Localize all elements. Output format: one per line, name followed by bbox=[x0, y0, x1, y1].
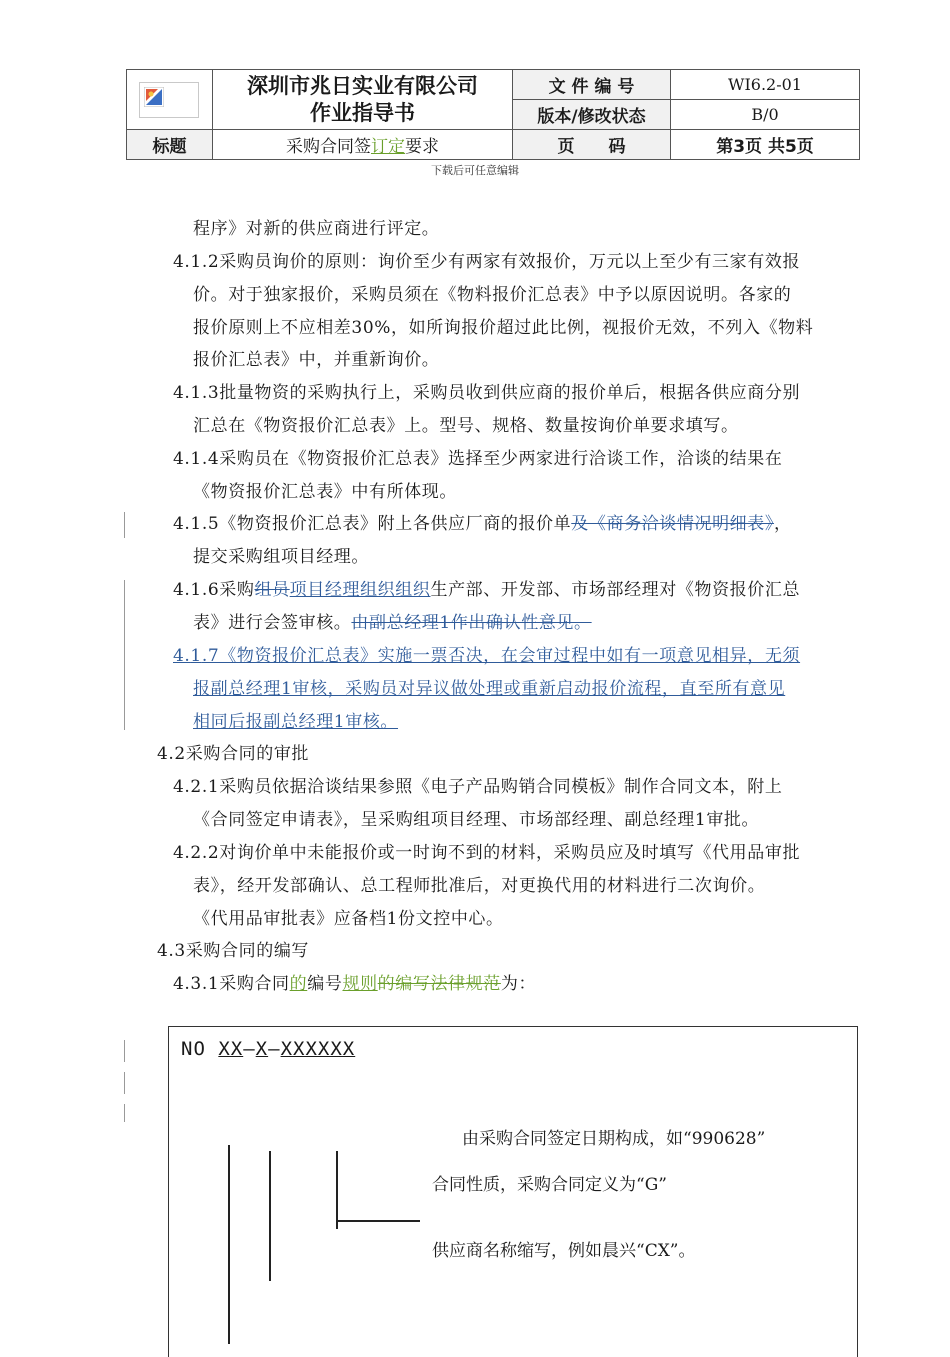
document-type: 作业指导书 bbox=[310, 100, 415, 125]
body-line bbox=[193, 218, 439, 240]
change-bar bbox=[124, 1040, 125, 1062]
change-bar bbox=[124, 1104, 125, 1122]
page-value: 第3页 共5页 bbox=[671, 130, 860, 160]
note-date: 由采购合同签定日期构成，如“990628” bbox=[462, 1129, 766, 1149]
company-cell bbox=[213, 70, 513, 130]
contract-number-format bbox=[181, 1038, 355, 1060]
body-text: 4.1.2采购员询价的原则：询价至少有两家有效报价，万元以上至少有三家有效报 bbox=[173, 252, 801, 272]
logo-icon bbox=[144, 87, 164, 107]
tracked-change-text: 规则 bbox=[342, 974, 378, 994]
version-label: 版本/修改状态 bbox=[513, 100, 671, 130]
body-text: 4.1.4采购员在《物资报价汇总表》选择至少两家进行洽谈工作，洽谈的结果在 bbox=[173, 449, 783, 469]
version-value: B/0 bbox=[671, 100, 860, 130]
company-logo bbox=[139, 82, 199, 118]
body-text: 4.2采购合同的审批 bbox=[157, 744, 310, 764]
change-bar bbox=[124, 1072, 125, 1094]
body-text: 表》，经开发部确认、总工程师批准后，对更换代用的材料进行二次询价。 bbox=[193, 876, 766, 896]
body-text: 提交采购组项目经理。 bbox=[193, 547, 369, 567]
tracked-change-text: 的 bbox=[289, 974, 308, 994]
body-line bbox=[193, 317, 813, 339]
code-date: XXXXXX bbox=[280, 1038, 356, 1060]
company-name: 深圳市兆日实业有限公司 bbox=[247, 73, 478, 98]
body-text: ， bbox=[773, 514, 792, 534]
connector-supplier bbox=[228, 1145, 230, 1344]
body-line bbox=[173, 579, 800, 601]
body-text: 《代用品审批表》应备档1份文控中心。 bbox=[193, 909, 504, 929]
body-line bbox=[173, 973, 536, 995]
note-type: 合同性质，采购合同定义为“G” bbox=[432, 1175, 667, 1195]
body-text: 报价汇总表》中，并重新询价。 bbox=[193, 350, 440, 370]
code-supplier: XX bbox=[218, 1038, 244, 1060]
body-text: 4.2.2对询价单中未能报价或一时询不到的材料，采购员应及时填写《代用品审批 bbox=[173, 843, 801, 863]
tracked-change-text: 相同后报副总经理1审核。 bbox=[193, 712, 399, 732]
title-text-b: 订定 bbox=[371, 137, 405, 157]
body-line bbox=[173, 513, 792, 535]
page-label: 页 码 bbox=[513, 130, 671, 160]
body-line bbox=[173, 842, 800, 864]
title-text-c: 要求 bbox=[405, 137, 439, 157]
body-line bbox=[193, 678, 785, 700]
body-text: 报价原则上不应相差30%，如所询报价超过此比例，视报价无效，不列入《物料 bbox=[193, 318, 814, 338]
tracked-change-text: 1 bbox=[190, 646, 202, 666]
code-dash: — bbox=[268, 1038, 281, 1060]
body-line bbox=[193, 284, 791, 306]
connector-date bbox=[336, 1151, 338, 1229]
body-text: 汇总在《物资报价汇总表》上。型号、规格、数量按询价单要求填写。 bbox=[193, 416, 739, 436]
body-text: 《合同签定申请表》，呈采购组项目经理、市场部经理、副总经理1审批。 bbox=[193, 810, 760, 830]
doc-no-label: 文 件 编 号 bbox=[513, 70, 671, 100]
body-text: 4.2.1采购员依据洽谈结果参照《电子产品购销合同模板》制作合同文本，附上 bbox=[173, 777, 783, 797]
body-text: 编号 bbox=[307, 974, 343, 994]
change-bar bbox=[124, 512, 125, 538]
tracked-change-text: 项目经理组织组织 bbox=[289, 580, 431, 600]
tracked-change-text: 报副总经理1审核，采购员对异议做处理或重新启动报价流程，直至所有意见 bbox=[193, 679, 786, 699]
body-line bbox=[173, 251, 800, 273]
header-table bbox=[126, 69, 860, 160]
body-line bbox=[193, 349, 439, 371]
logo-cell bbox=[127, 70, 213, 130]
body-line bbox=[193, 711, 398, 733]
body-line bbox=[193, 546, 369, 568]
code-prefix: NO bbox=[181, 1038, 219, 1060]
body-text: 价。对于独家报价，采购员须在《物料报价汇总表》中予以原因说明。各家的 bbox=[193, 285, 792, 305]
body-text: 《物资报价汇总表》中有所体现。 bbox=[193, 482, 457, 502]
body-line bbox=[173, 645, 800, 667]
body-text: 为： bbox=[500, 974, 537, 994]
title-label: 标题 bbox=[127, 130, 213, 160]
body-line bbox=[173, 776, 782, 798]
tracked-change-text: 由副总经理1作出确认性意见。 bbox=[351, 613, 592, 633]
change-bar bbox=[124, 580, 125, 730]
doc-no-value: WI6.2-01 bbox=[671, 70, 860, 100]
download-caption: 下载后可任意编辑 bbox=[431, 164, 519, 177]
tracked-change-text: 的编写法律规范 bbox=[377, 974, 501, 994]
body-line bbox=[173, 448, 782, 470]
body-line bbox=[193, 908, 504, 930]
tracked-change-text: 组员 bbox=[254, 580, 290, 600]
body-text: 表》进行会签审核。 bbox=[193, 613, 352, 633]
body-line bbox=[193, 415, 739, 437]
body-text: 4.1.5《物资报价汇总表》附上各供应厂商的报价单 bbox=[173, 514, 572, 534]
body-text: 4.1.6采购 bbox=[173, 580, 255, 600]
code-dash: — bbox=[243, 1038, 256, 1060]
note-supplier: 供应商名称缩写，例如晨兴“CX”。 bbox=[432, 1241, 696, 1261]
body-line bbox=[157, 743, 309, 765]
body-line bbox=[193, 612, 592, 634]
body-text: 4.3采购合同的编写 bbox=[157, 941, 310, 961]
body-text: 4.3.1采购合同 bbox=[173, 974, 290, 994]
title-text-a: 采购合同签 bbox=[286, 137, 371, 157]
connector-type bbox=[269, 1151, 271, 1281]
body-line bbox=[157, 940, 309, 962]
connector-arm bbox=[336, 1220, 420, 1222]
code-type: X bbox=[255, 1038, 269, 1060]
body-line bbox=[173, 382, 800, 404]
tracked-change-text: .7《物资报价汇总表》实施一票否决，在会审过程中如有一项意见相异，无须 bbox=[201, 646, 801, 666]
body-text: 程序》对新的供应商进行评定。 bbox=[193, 219, 440, 239]
body-line bbox=[193, 481, 457, 503]
body-line bbox=[193, 809, 759, 831]
body-text: 4.1.3批量物资的采购执行上，采购员收到供应商的报价单后，根据各供应商分别 bbox=[173, 383, 801, 403]
body-text: 生产部、开发部、市场部经理对《物资报价汇总 bbox=[430, 580, 801, 600]
body-line bbox=[193, 875, 765, 897]
tracked-change-text: 及《商务洽谈情况明细表》 bbox=[571, 514, 774, 534]
title-value bbox=[213, 130, 513, 160]
tracked-change-text: 4. bbox=[173, 646, 191, 666]
